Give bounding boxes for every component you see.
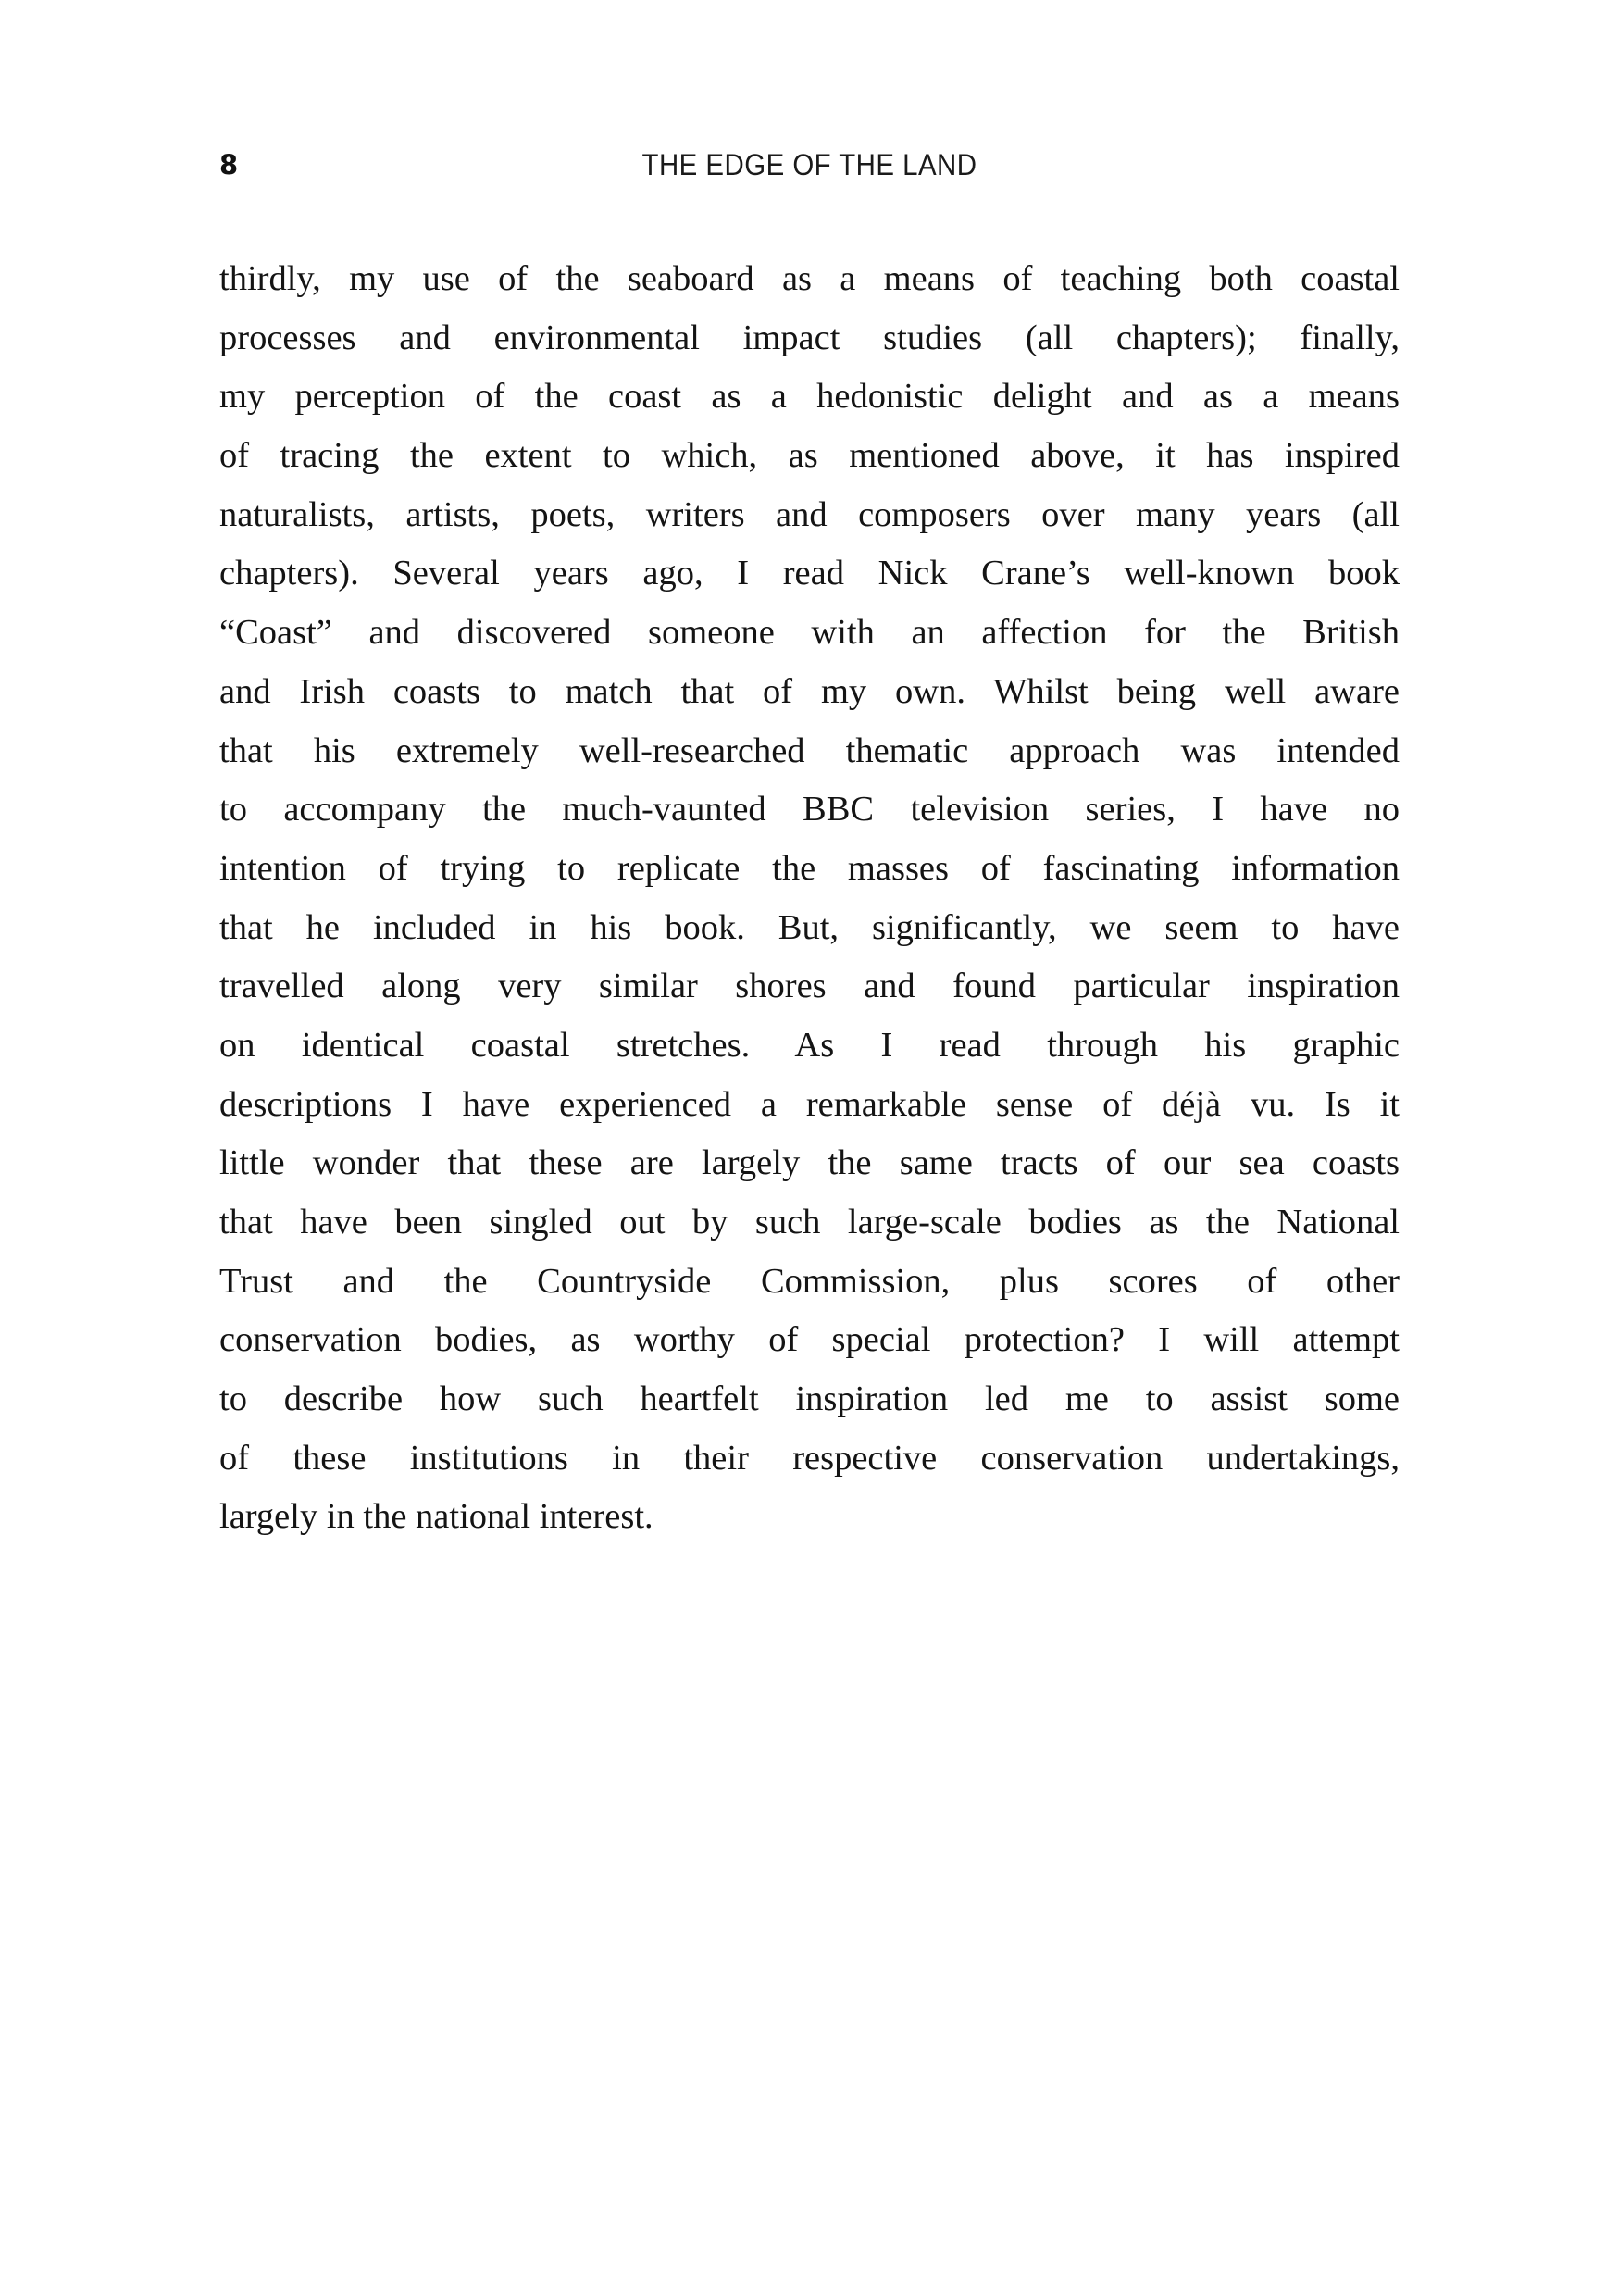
text-line: intention of trying to replicate the masses of fascinating information <box>219 848 1400 888</box>
text-line: of tracing the extent to which, as mentioned above, it has inspired <box>219 436 1400 476</box>
text-line: descriptions I have experienced a remarkable sense of déjà vu. Is it <box>219 1084 1400 1124</box>
body-paragraph <box>219 250 1400 1547</box>
text-line: on identical coastal stretches. As I read through his graphic <box>219 1025 1400 1065</box>
running-head <box>219 148 1400 185</box>
text-line: that he included in his book. But, significantly, we seem to have <box>219 907 1400 947</box>
text-line: travelled along very similar shores and found particular inspiration <box>219 967 1400 1006</box>
page-number: 8 <box>219 149 239 181</box>
text-line-last: largely in the national interest. <box>219 1497 653 1537</box>
text-line: chapters). Several years ago, I read Nick Crane’s well-known book <box>219 554 1400 593</box>
text-line: naturalists, artists, poets, writers and composers over many years (all <box>219 494 1400 534</box>
text-line: and Irish coasts to match that of my own. Whilst being well aware <box>219 671 1400 711</box>
running-title: THE EDGE OF THE LAND <box>641 148 977 181</box>
text-line: processes and environmental impact studies (all chapters); finally, <box>219 318 1400 357</box>
text-line: conservation bodies, as worthy of special protection? I will attempt <box>219 1320 1400 1360</box>
text-line: “Coast” and discovered someone with an affection for the British <box>219 613 1400 653</box>
text-line: that his extremely well-researched thematic approach was intended <box>219 730 1400 770</box>
text-line: that have been singled out by such large-scale bodies as the National <box>219 1203 1400 1242</box>
text-line: to describe how such heartfelt inspiration led me to assist some <box>219 1379 1400 1419</box>
text-line: Trust and the Countryside Commission, plus scores of other <box>219 1261 1400 1301</box>
text-line: little wonder that these are largely the same tracts of our sea coasts <box>219 1143 1400 1183</box>
text-line: of these institutions in their respective conservation undertakings, <box>219 1438 1400 1478</box>
text-line: my perception of the coast as a hedonistic delight and as a means <box>219 377 1400 417</box>
text-line: thirdly, my use of the seaboard as a means of teaching both coastal <box>219 259 1400 298</box>
text-line: to accompany the much-vaunted BBC television series, I have no <box>219 790 1400 830</box>
